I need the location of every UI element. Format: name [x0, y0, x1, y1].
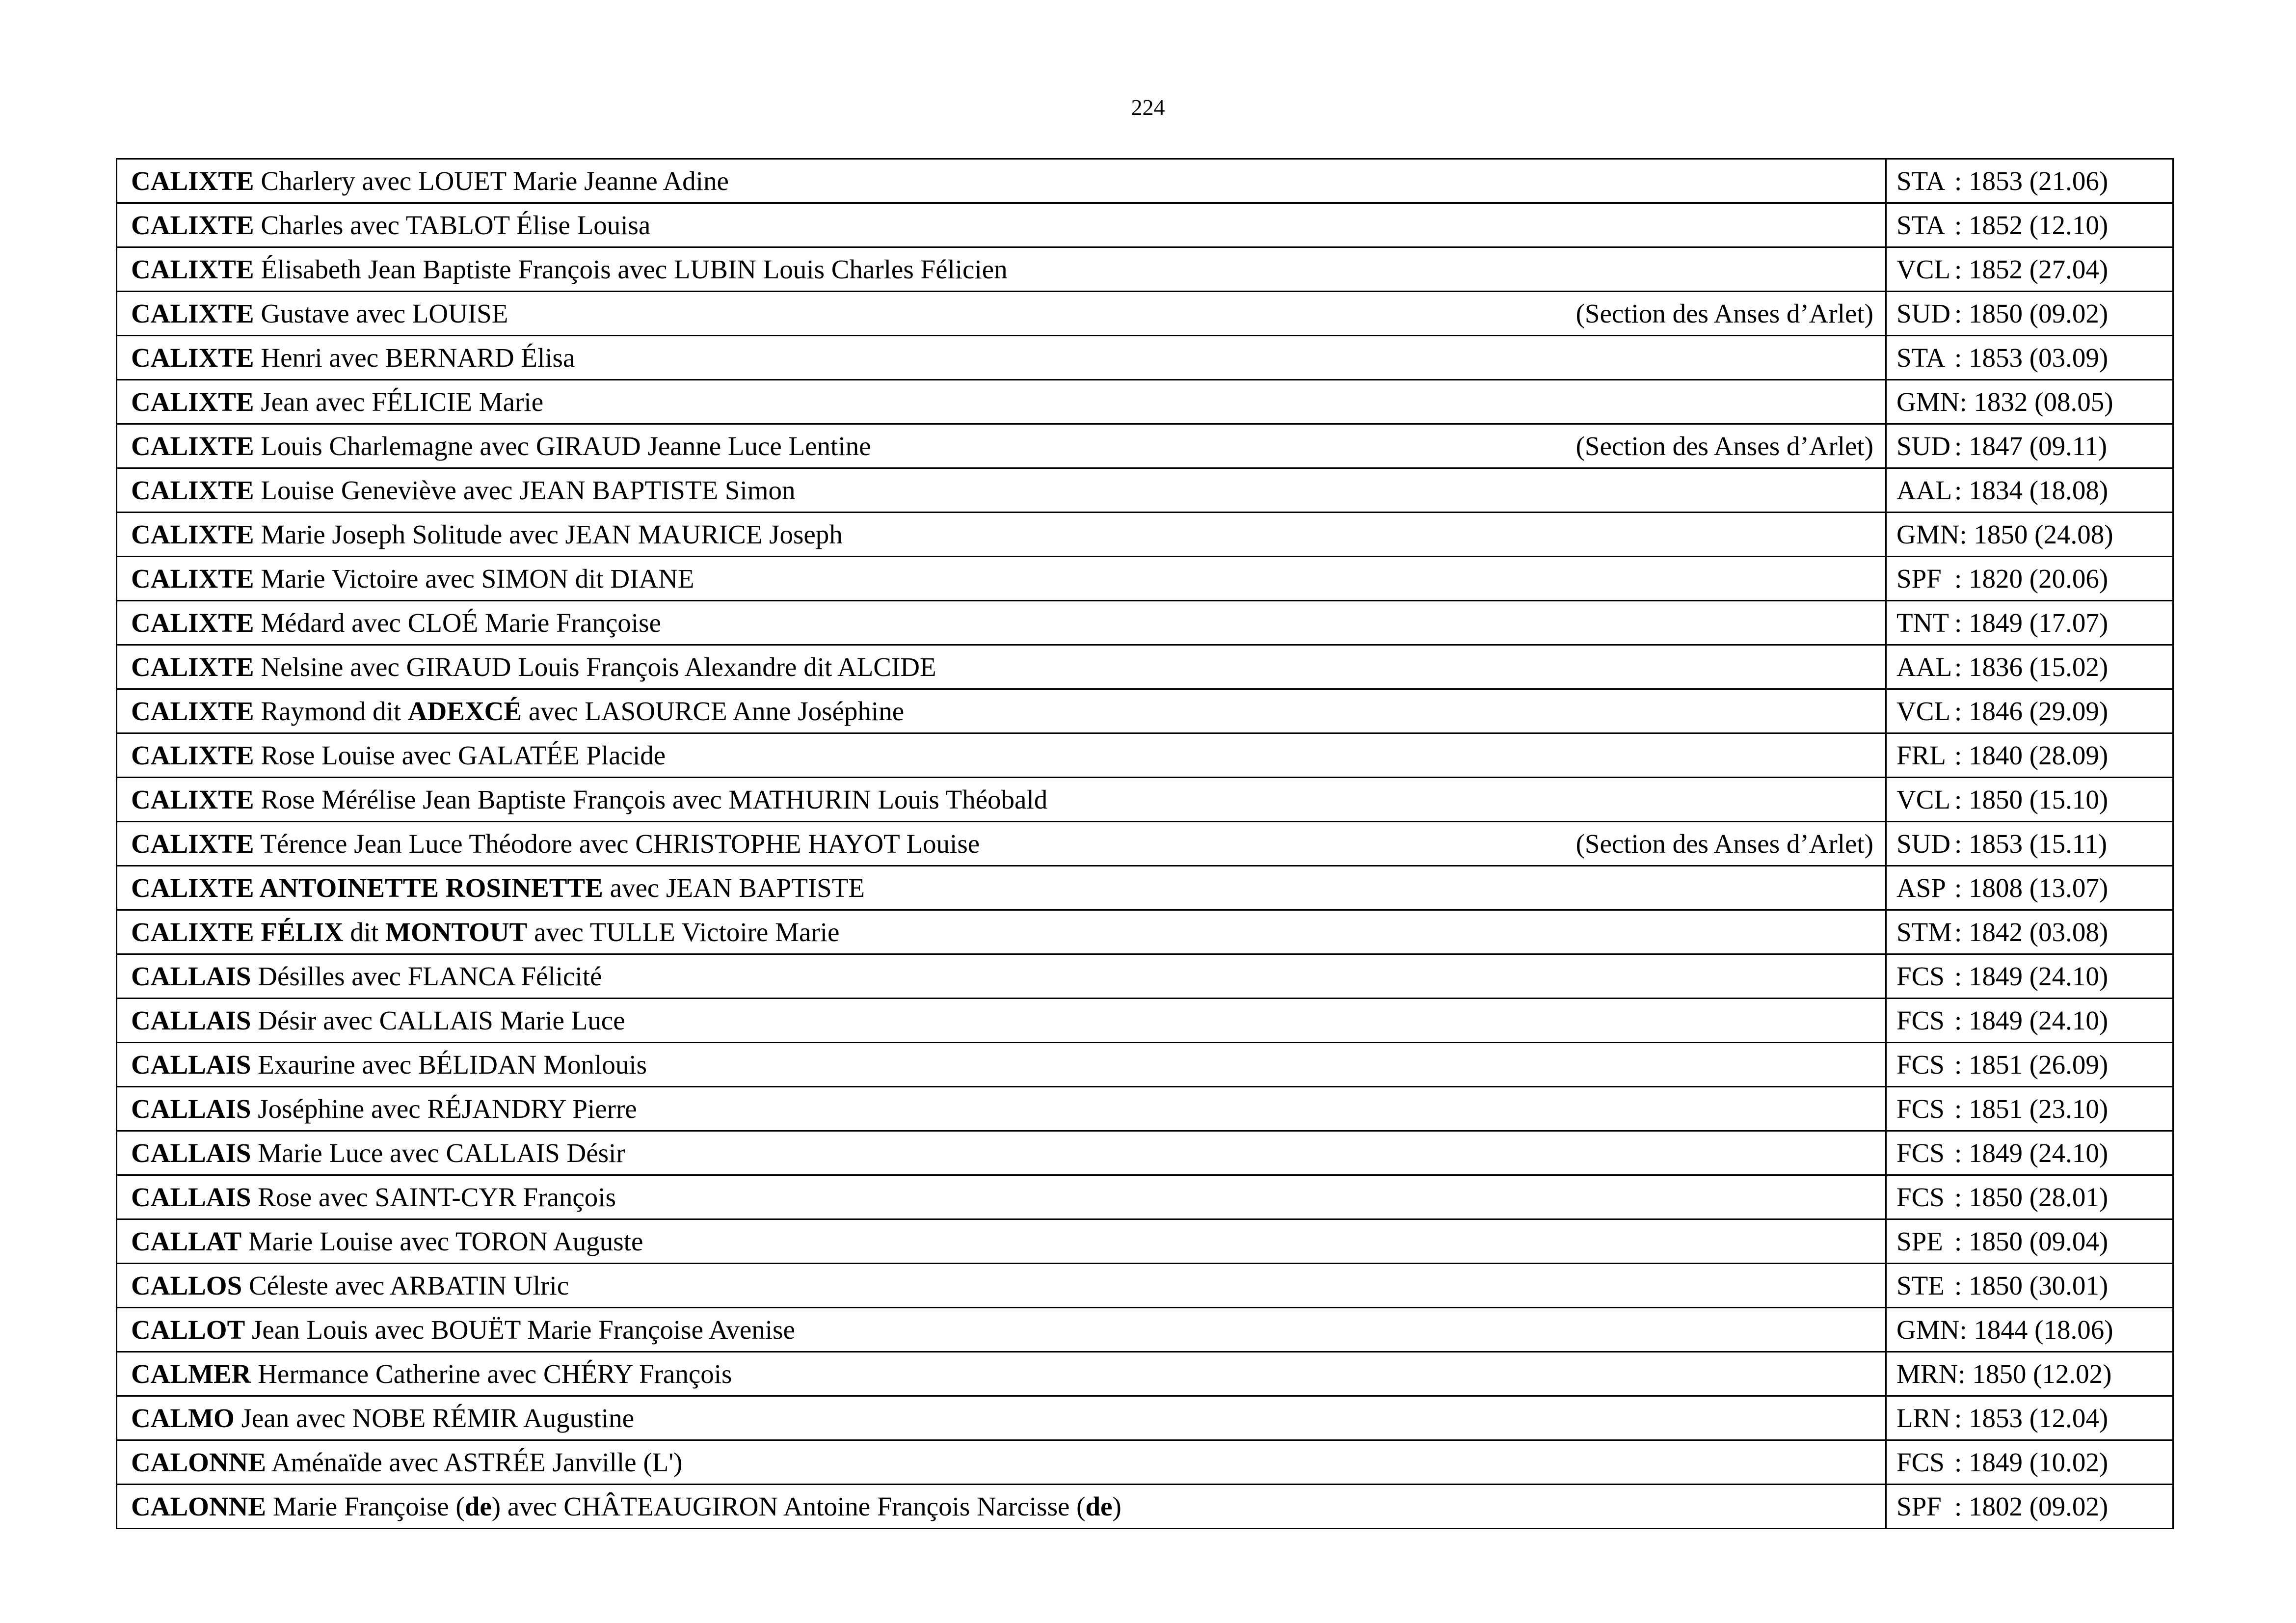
name-text: CALLAIS Désir avec CALLAIS Marie Luce: [131, 1005, 625, 1035]
code-cell: [1886, 1264, 2173, 1308]
registry-entry: : 1850 (09.04): [1954, 1226, 2109, 1256]
code-cell: [1886, 999, 2173, 1043]
registry-entry: : 1853 (21.06): [1954, 166, 2109, 196]
table-row: [117, 380, 2173, 424]
code-cell: [1886, 910, 2173, 954]
code-cell: [1886, 1043, 2173, 1087]
registry-entry: : 1850 (28.01): [1954, 1182, 2109, 1212]
table-row: [117, 292, 2173, 336]
registry-code: ASP: [1896, 873, 1946, 903]
name-text: CALIXTE ANTOINETTE ROSINETTE avec JEAN BAPTISTE: [131, 873, 865, 903]
table-row: [117, 1087, 2173, 1131]
code-cell: [1886, 1485, 2173, 1529]
code-cell: [1886, 866, 2173, 910]
registry-entry: : 1853 (12.04): [1954, 1403, 2109, 1433]
name-cell: [117, 424, 1886, 468]
registry-entry: : 1834 (18.08): [1954, 475, 2109, 505]
name-text: CALONNE Marie Françoise (de) avec CHÂTEAUGIRON Antoine François Narcisse (de): [131, 1491, 1121, 1521]
name-text: CALLOS Céleste avec ARBATIN Ulric: [131, 1271, 569, 1300]
registry-entry: : 1851 (23.10): [1954, 1094, 2109, 1124]
code-cell: [1886, 689, 2173, 733]
code-cell: [1886, 1175, 2173, 1219]
registry-entry: : 1853 (03.09): [1954, 343, 2109, 373]
registry-entry: : 1847 (09.11): [1954, 431, 2108, 461]
code-cell: [1886, 468, 2173, 513]
registry-entry: : 1850 (24.08): [1959, 519, 2113, 549]
name-text: CALIXTE FÉLIX dit MONTOUT avec TULLE Victoire Marie: [131, 917, 840, 947]
name-cell: [117, 1264, 1886, 1308]
name-cell: [117, 1440, 1886, 1485]
registry-entry: : 1849 (24.10): [1954, 1138, 2109, 1168]
table-row: [117, 1219, 2173, 1264]
name-text: CALIXTE Rose Louise avec GALATÉE Placide: [131, 740, 666, 770]
table-row: [117, 866, 2173, 910]
registry-entry: : 1851 (26.09): [1954, 1050, 2109, 1080]
registry-entry: : 1850 (30.01): [1954, 1271, 2109, 1300]
registry-entry: : 1842 (03.08): [1954, 917, 2109, 947]
registry-code: STA: [1896, 210, 1946, 240]
registry-entry: : 1820 (20.06): [1954, 564, 2109, 594]
name-text: CALIXTE Louise Geneviève avec JEAN BAPTISTE Simon: [131, 475, 796, 505]
code-cell: [1886, 513, 2173, 557]
table-row: [117, 1131, 2173, 1175]
name-cell: [117, 1352, 1886, 1396]
table-row: [117, 1485, 2173, 1529]
registry-code: FCS: [1896, 1050, 1945, 1080]
name-text: CALIXTE Charles avec TABLOT Élise Louisa: [131, 210, 651, 240]
registry-entry: : 1852 (27.04): [1954, 254, 2109, 284]
registry-code: TNT: [1896, 608, 1949, 638]
registry-code: STA: [1896, 343, 1946, 373]
code-cell: [1886, 733, 2173, 778]
name-cell: [117, 159, 1886, 203]
code-cell: [1886, 601, 2173, 645]
registry-entry: : 1840 (28.09): [1954, 740, 2109, 770]
name-text: CALIXTE Térence Jean Luce Théodore avec CHRISTOPHE HAYOT Louise: [131, 829, 980, 859]
name-text: CALIXTE Henri avec BERNARD Élisa: [131, 343, 575, 373]
name-text: CALLAIS Rose avec SAINT-CYR François: [131, 1182, 616, 1212]
code-cell: [1886, 557, 2173, 601]
name-text: CALLAIS Marie Luce avec CALLAIS Désir: [131, 1138, 625, 1168]
registry-entry: : 1832 (08.05): [1959, 387, 2113, 417]
registry-code: GMN: [1896, 387, 1960, 417]
code-cell: [1886, 1440, 2173, 1485]
name-cell: [117, 1175, 1886, 1219]
registry-code: STA: [1896, 166, 1946, 196]
registry-code: SUD: [1896, 829, 1951, 859]
table-row: [117, 1440, 2173, 1485]
registry-entry: : 1808 (13.07): [1954, 873, 2109, 903]
registry-code: FCS: [1896, 961, 1945, 991]
name-cell: [117, 557, 1886, 601]
registry-code: FCS: [1896, 1005, 1945, 1035]
marriage-register-table: [116, 158, 2174, 1529]
name-cell: [117, 645, 1886, 689]
name-text: CALMER Hermance Catherine avec CHÉRY François: [131, 1359, 732, 1389]
table-row: [117, 1396, 2173, 1440]
page-number: 224: [1131, 95, 1165, 120]
registry-entry: : 1850 (12.02): [1958, 1359, 2112, 1389]
registry-entry: : 1849 (10.02): [1954, 1447, 2109, 1477]
name-cell: [117, 1131, 1886, 1175]
registry-code: VCL: [1896, 696, 1950, 726]
name-cell: [117, 1485, 1886, 1529]
registry-code: AAL: [1896, 475, 1952, 505]
section-note: (Section des Anses d’Arlet): [1575, 298, 1873, 328]
name-text: CALIXTE Charlery avec LOUET Marie Jeanne Adine: [131, 166, 729, 196]
registry-code: MRN: [1896, 1359, 1958, 1389]
table-row: [117, 247, 2173, 292]
code-cell: [1886, 203, 2173, 247]
name-cell: [117, 689, 1886, 733]
code-cell: [1886, 247, 2173, 292]
table-row: [117, 513, 2173, 557]
table-row: [117, 601, 2173, 645]
registry-entry: : 1844 (18.06): [1959, 1315, 2113, 1345]
table-row: [117, 954, 2173, 999]
name-cell: [117, 292, 1886, 336]
table-row: [117, 424, 2173, 468]
table-row: [117, 822, 2173, 866]
code-cell: [1886, 380, 2173, 424]
name-cell: [117, 247, 1886, 292]
name-text: CALLAT Marie Louise avec TORON Auguste: [131, 1226, 643, 1256]
registry-entry: : 1849 (17.07): [1954, 608, 2109, 638]
registry-entry: : 1836 (15.02): [1954, 652, 2109, 682]
registry-entry: : 1853 (15.11): [1954, 829, 2108, 859]
name-cell: [117, 1043, 1886, 1087]
registry-entry: : 1849 (24.10): [1954, 1005, 2109, 1035]
code-cell: [1886, 1396, 2173, 1440]
code-cell: [1886, 645, 2173, 689]
name-cell: [117, 954, 1886, 999]
table-row: [117, 1308, 2173, 1352]
code-cell: [1886, 1087, 2173, 1131]
code-cell: [1886, 159, 2173, 203]
name-cell: [117, 1087, 1886, 1131]
name-text: CALMO Jean avec NOBE RÉMIR Augustine: [131, 1403, 635, 1433]
registry-code: GMN: [1896, 1315, 1960, 1345]
name-text: CALIXTE Marie Joseph Solitude avec JEAN MAURICE Joseph: [131, 519, 843, 549]
table-row: [117, 159, 2173, 203]
code-cell: [1886, 778, 2173, 822]
name-text: CALONNE Aménaïde avec ASTRÉE Janville (L'): [131, 1447, 683, 1477]
name-text: CALIXTE Louis Charlemagne avec GIRAUD Jeanne Luce Lentine: [131, 431, 871, 461]
name-text: CALIXTE Raymond dit ADEXCÉ avec LASOURCE Anne Joséphine: [131, 696, 905, 726]
name-cell: [117, 380, 1886, 424]
name-cell: [117, 910, 1886, 954]
registry-code: FCS: [1896, 1182, 1945, 1212]
registry-code: VCL: [1896, 784, 1950, 814]
registry-entry: : 1846 (29.09): [1954, 696, 2109, 726]
name-cell: [117, 999, 1886, 1043]
table-row: [117, 733, 2173, 778]
name-cell: [117, 468, 1886, 513]
name-text: CALLOT Jean Louis avec BOUËT Marie Françoise Avenise: [131, 1315, 795, 1345]
registry-code: LRN: [1896, 1403, 1950, 1433]
name-text: CALLAIS Exaurine avec BÉLIDAN Monlouis: [131, 1050, 647, 1080]
table-row: [117, 689, 2173, 733]
table-row: [117, 203, 2173, 247]
code-cell: [1886, 1308, 2173, 1352]
name-text: CALIXTE Médard avec CLOÉ Marie Françoise: [131, 608, 661, 638]
registry-code: GMN: [1896, 519, 1960, 549]
registry-code: FCS: [1896, 1138, 1945, 1168]
code-cell: [1886, 424, 2173, 468]
code-cell: [1886, 822, 2173, 866]
table-row: [117, 336, 2173, 380]
table-row: [117, 910, 2173, 954]
registry-code: FRL: [1896, 740, 1946, 770]
code-cell: [1886, 1219, 2173, 1264]
name-cell: [117, 203, 1886, 247]
table-row: [117, 1175, 2173, 1219]
name-text: CALIXTE Jean avec FÉLICIE Marie: [131, 387, 544, 417]
name-text: CALLAIS Désilles avec FLANCA Félicité: [131, 961, 602, 991]
name-cell: [117, 513, 1886, 557]
code-cell: [1886, 1352, 2173, 1396]
name-cell: [117, 822, 1886, 866]
registry-code: SPF: [1896, 1491, 1942, 1521]
section-note: (Section des Anses d’Arlet): [1575, 829, 1873, 859]
name-text: CALIXTE Élisabeth Jean Baptiste François avec LUBIN Louis Charles Félicien: [131, 254, 1008, 284]
name-cell: [117, 336, 1886, 380]
name-cell: [117, 866, 1886, 910]
table-row: [117, 1264, 2173, 1308]
table-row: [117, 778, 2173, 822]
name-cell: [117, 733, 1886, 778]
table-row: [117, 999, 2173, 1043]
code-cell: [1886, 954, 2173, 999]
name-text: CALIXTE Rose Mérélise Jean Baptiste François avec MATHURIN Louis Théobald: [131, 784, 1048, 814]
name-cell: [117, 1396, 1886, 1440]
registry-code: SUD: [1896, 298, 1951, 328]
name-text: CALIXTE Gustave avec LOUISE: [131, 298, 508, 328]
name-cell: [117, 601, 1886, 645]
registry-code: FCS: [1896, 1094, 1945, 1124]
registry-code: VCL: [1896, 254, 1950, 284]
registry-entry: : 1802 (09.02): [1954, 1491, 2109, 1521]
section-note: (Section des Anses d’Arlet): [1575, 431, 1873, 461]
code-cell: [1886, 292, 2173, 336]
table-row: [117, 1043, 2173, 1087]
registry-code: SPE: [1896, 1226, 1943, 1256]
registry-code: SPF: [1896, 564, 1942, 594]
registry-entry: : 1850 (15.10): [1954, 784, 2109, 814]
register-body: [117, 159, 2173, 1529]
registry-code: SUD: [1896, 431, 1951, 461]
registry-code: STE: [1896, 1271, 1945, 1300]
registry-entry: : 1850 (09.02): [1954, 298, 2109, 328]
code-cell: [1886, 336, 2173, 380]
name-text: CALLAIS Joséphine avec RÉJANDRY Pierre: [131, 1094, 637, 1124]
registry-code: AAL: [1896, 652, 1952, 682]
name-cell: [117, 1219, 1886, 1264]
name-text: CALIXTE Marie Victoire avec SIMON dit DIANE: [131, 564, 694, 594]
registry-entry: : 1852 (12.10): [1954, 210, 2109, 240]
registry-code: FCS: [1896, 1447, 1945, 1477]
table-row: [117, 468, 2173, 513]
code-cell: [1886, 1131, 2173, 1175]
name-text: CALIXTE Nelsine avec GIRAUD Louis François Alexandre dit ALCIDE: [131, 652, 936, 682]
registry-code: STM: [1896, 917, 1952, 947]
table-row: [117, 645, 2173, 689]
name-cell: [117, 778, 1886, 822]
name-cell: [117, 1308, 1886, 1352]
table-row: [117, 1352, 2173, 1396]
registry-entry: : 1849 (24.10): [1954, 961, 2109, 991]
table-row: [117, 557, 2173, 601]
